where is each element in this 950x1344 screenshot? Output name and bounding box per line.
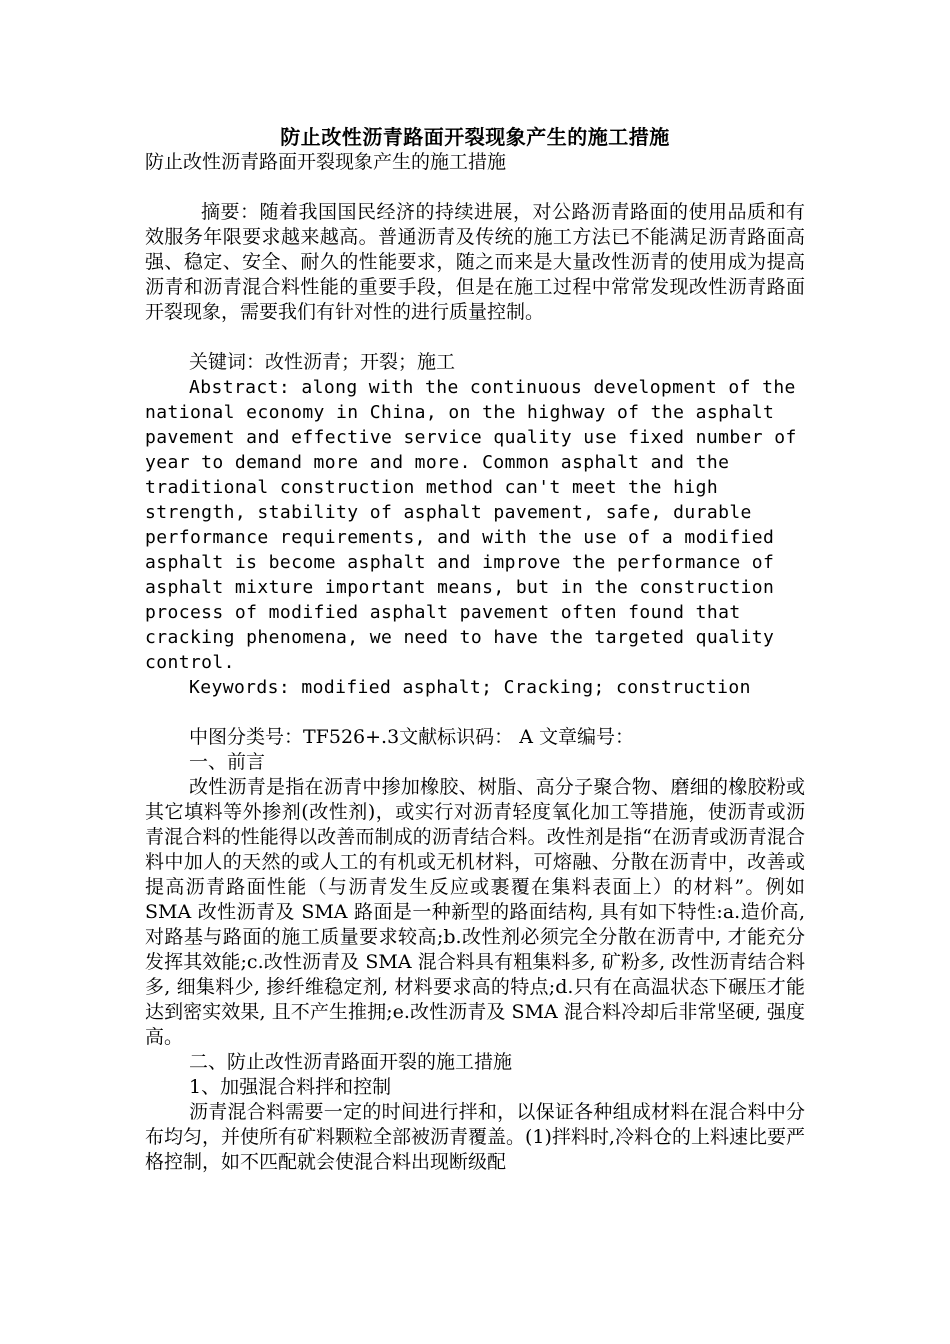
section-2-heading: 二、防止改性沥青路面开裂的施工措施 (189, 1051, 513, 1073)
spacer (145, 175, 805, 200)
classification-line: 中图分类号：TF526+.3文献标识码： A 文章编号： (189, 726, 634, 748)
section-2-subheading: 1、加强混合料拌和控制 (189, 1076, 392, 1098)
summary-paragraph: 摘要：随着我国国民经济的持续进展，对公路沥青路面的使用品质和有效服务年限要求越来越高。普通沥青及传统的施工方法已不能满足沥青路面高强、稳定、安全、耐久的性能要求，随之而来是大量改性沥青的使用成为提高沥青和沥青混合料性能的重要手段，但是在施工过程中常常发现改性沥青路面开裂现象，需要我们有针对性的进行质量控制。 (145, 201, 805, 323)
section-1-heading: 一、前言 (189, 751, 266, 773)
section-1-body: 改性沥青是指在沥青中掺加橡胶、树脂、高分子聚合物、磨细的橡胶粉或其它填料等外掺剂(改性剂)，或实行对沥青轻度氧化加工等措施，使沥青或沥青混合料的性能得以改善而制成的沥青结合料。改性剂是指“在沥青或沥青混合料中加人的天然的或人工的有机或无机材料，可熔融、分散在沥青中，改善或提高沥青路面性能（与沥青发生反应或裹覆在集料表面上）的材料”。例如SMA 改性沥青及 SMA 路面是一种新型的路面结构, 具有如下特性:a.造价高,对路基与路面的施工质量要求较高;b.改性剂必须完全分散在沥青中, 才能充分发挥其效能;c.改性沥青及 SMA 混合料具有粗集料多, 矿粉多, 改性沥青结合料多, 细集料少, 掺纤维稳定剂, 材料要求高的特点;d.只有在高温状态下碾压才能达到密实效果, 且不产生推拥;e.改性沥青及 SMA 混合料冷却后非常坚硬, 强度高。 (145, 776, 805, 1048)
spacer (145, 325, 805, 350)
keywords-en: Keywords: modified asphalt; Cracking; construction (189, 677, 751, 698)
document-body (145, 150, 805, 1175)
document-subtitle: 防止改性沥青路面开裂现象产生的施工措施 (145, 151, 507, 173)
document-title: 防止改性沥青路面开裂现象产生的施工措施 (280, 125, 670, 149)
keywords-cn: 关键词：改性沥青；开裂；施工 (189, 351, 456, 373)
abstract-en: Abstract: along with the continuous development of the national economy in China, on the highway of the asphalt pavement and effective service quality use fixed number of year to demand more and more. Common asphalt and the traditional construction method can't meet the high strength, stability of asphalt pavement, safe, durable performance requirements, and with the use of a modified asphalt is become asphalt and improve the performance of asphalt mixture important means, but in the construction process of modified asphalt pavement often found that cracking phenomena, we need to have the targeted quality control. (145, 377, 797, 673)
spacer (145, 700, 805, 725)
section-2-body: 沥青混合料需要一定的时间进行拌和，以保证各种组成材料在混合料中分布均匀，并使所有矿料颗粒全部被沥青覆盖。(1)拌料时,冷料仓的上料速比要严格控制，如不匹配就会使混合料出现断级配 (145, 1101, 805, 1173)
